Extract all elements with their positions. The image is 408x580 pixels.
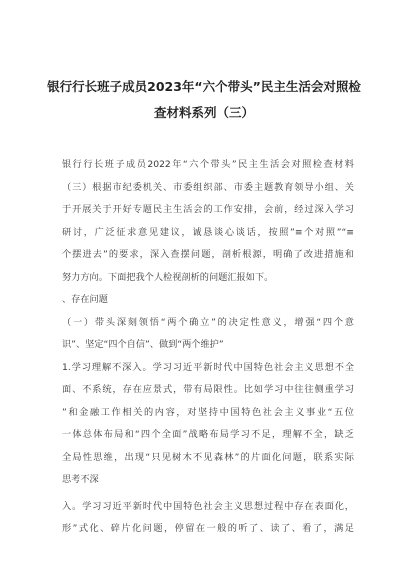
body-line: 个摆进去”的要求，深入查摆问题，剖析根源，明确了改进措施和 xyxy=(62,249,354,260)
body-line: 思考不深 xyxy=(62,474,99,485)
subsection-heading-cont: 识”、坚定“四个自信”、做到“两个维护” xyxy=(62,339,224,350)
body-line: 银行行长班子成员2022年“六个带头”民主生活会对照检查材料 xyxy=(62,159,354,170)
body-line: 研讨，广泛征求意见建议，诚恳谈心谈话，按照”≡个对照”“≡ xyxy=(62,226,354,238)
body-line: （三）根据市纪委机关、市委组织部、市委主题教育领导小组、关 xyxy=(62,181,354,193)
body-line: 入。学习习近平新时代中国特色社会主义思想过程中存在表面化， xyxy=(62,500,354,512)
body-line: 于开展关于开好专题民主生活会的工作安排，会前，经过深入学习 xyxy=(62,204,354,215)
body-line: 1.学习理解不深入。学习习近平新时代中国特色社会主义思想不全 xyxy=(62,361,354,373)
title-line-1: 银行行长班子成员2023年“六个带头”民主生活会对照检 xyxy=(47,79,361,94)
body-line: 全局性思维，出现“只见树木不见森林”的片面化问题，联系实际 xyxy=(62,451,354,463)
body-line: 面、不系统，存在应景式，带有局限性。比如学习中往往侧重学习 xyxy=(62,384,354,395)
subsection-heading: （一）带头深刻领悟“两个确立”的决定性意义，增强“四个意 xyxy=(62,316,354,328)
body-line: 努力方向。下面把我个人检视剖析的问题汇报如下。 xyxy=(62,271,274,283)
title-line-2: 查材料系列（三） xyxy=(153,105,254,120)
body-line: 一体总体布局和“四个全面”战略布局学习不足，理解不全，缺乏 xyxy=(62,429,354,440)
document-body xyxy=(62,154,354,541)
body-line: ”和金融工作相关的内容，对坚持中国特色社会主义事业“五位 xyxy=(62,406,354,418)
section-heading: 、存在问题 xyxy=(62,294,108,305)
document-title xyxy=(40,74,368,126)
body-line: 形”式化、碎片化问题，停留在一般的听了、读了、看了，满足 xyxy=(62,523,354,534)
